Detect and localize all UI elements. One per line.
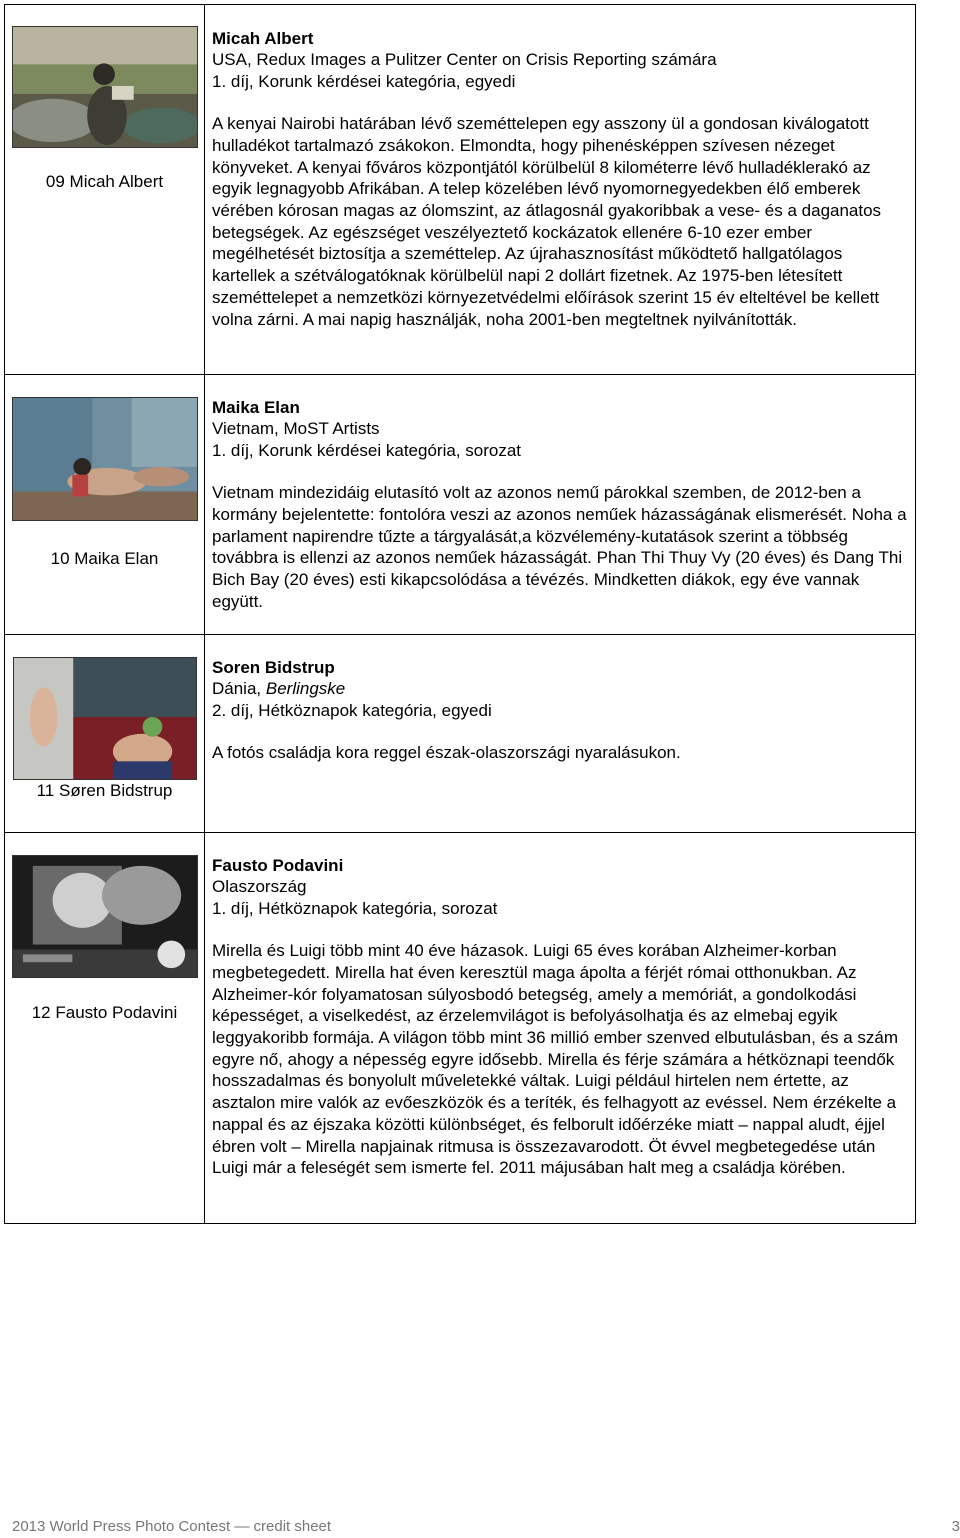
photographer-name: Soren Bidstrup xyxy=(212,658,335,677)
photographer-credit: 12 Fausto Podavini xyxy=(31,1003,178,1022)
entry-row xyxy=(5,833,916,1224)
photographer-credit: 09 Micah Albert xyxy=(45,172,164,191)
credit-sheet-table xyxy=(4,4,916,1224)
photo-description: A kenyai Nairobi határában lévő szeméttelepen egy asszony ül a gondosan kiválogatott hulladékot tartalmazó zsákokon. Elmondta, hogy pihenésképpen szívesen nézeget könyveket. A kenyai főváros központjától körülbelül 8 kilométerre lévő hulladéklerakó az egyik legnagyobb Afrikában. A telep közelében lévő nyomornegyedekben élő emberek vérében kórosan magas az ólomszint, az átlagosnál gyakoribbak a vese- és a daganatos betegségek. Az egészséget veszélyeztető kockázatok ellenére 6-10 ezer ember megélhetését biztosítja a szeméttelep. Az újrahasznosítást működtető hallgatólagos kartellek a szétválogatóknak körülbelül napi 2 dollárt fizetnek. Az 1975-ben létesített szeméttelepet a nemzetközi környezetvédelmi előírások szerint 15 év elteltével be kellett volna zárni. A mai napig használják, noha 2001-ben megteltnek nyilvánították. xyxy=(212,114,882,329)
page-footer xyxy=(12,1518,960,1538)
page-number: 3 xyxy=(951,1518,960,1535)
award: 2. díj, Hétköznapok kategória, egyedi xyxy=(212,700,492,720)
thumbnail-cell xyxy=(5,635,205,833)
photo-description: A fotós családja kora reggel észak-olaszországi nyaralásukon. xyxy=(212,743,681,763)
photographer-credit: 10 Maika Elan xyxy=(50,549,159,568)
photographer-credit: 11 Søren Bidstrup xyxy=(36,781,173,800)
photo-description: Vietnam mindezidáig elutasító volt az azonos nemű párokkal szemben, de 2012-ben a kormány bejelentette: fontolóra veszi az azonos neműek házasságának elismerését. Noha a parlament napirendre tűzte a tárgyalását,a közvélemény-kutatások szerint a többség továbbra is ellenzi az azonos neműek házasságát. Phan Thi Thuy Vy (20 éves) és Dang Thi Bich Bay (20 éves) esti kikapcsolódása a tévézés. Mindketten diákok, egy éve vannak együtt. xyxy=(212,483,907,611)
photo-thumbnail xyxy=(13,657,197,780)
affiliation: USA, Redux Images a Pulitzer Center on Crisis Reporting számára xyxy=(212,50,717,69)
photo-thumbnail xyxy=(12,855,198,978)
entry-row xyxy=(5,5,916,375)
affiliation: Olaszország xyxy=(212,877,307,896)
entry-row xyxy=(5,375,916,635)
entry-row xyxy=(5,635,916,833)
thumbnail-cell xyxy=(5,833,205,1224)
affiliation: Dánia, Berlingske xyxy=(212,679,346,698)
photographer-name: Fausto Podavini xyxy=(212,856,344,875)
footer-text: 2013 World Press Photo Contest — credit sheet xyxy=(12,1518,332,1535)
award: 1. díj, Hétköznapok kategória, sorozat xyxy=(212,898,498,918)
photographer-name: Micah Albert xyxy=(212,29,314,48)
photo-description: Mirella és Luigi több mint 40 éve házasok. Luigi 65 éves korában Alzheimer-korban megbetegedett. Mirella hat éven keresztül maga ápolta a férjét római otthonukban. Az Alzheimer-kór folyamatosan súlyosbodó betegség, amely a memóriát, a gondolkodási képességet, a viselkedést, az érzelemvilágot is befolyásolhatja és az elmebaj egyik leggyakoribb formája. A világon több mint 36 millió ember szenved elbutulásban, és a szám egyre nő, ahogy a népesség egyre idősebb. Mirella és férje számára a hétköznapi teendők hosszadalmas és bonyolult műveletekké váltak. Luigi például hirtelen nem értette, az asztalon mire valók az evőeszközök és a teríték, és felhagyott az evéssel. Nem érzékelte a nappal és az éjszaka közötti különbséget, és felborult időérzéke miatt – nappal aludt, éjjel ébren volt – Mirella napjainak ritmusa is összezavarodott. Öt évvel megbetegedése után Luigi már a feleségét sem ismerte fel. 2011 májusában halt meg a családja körében. xyxy=(212,941,899,1178)
award: 1. díj, Korunk kérdései kategória, egyedi xyxy=(212,71,516,91)
thumbnail-cell xyxy=(5,375,205,635)
photo-thumbnail xyxy=(12,26,198,148)
award: 1. díj, Korunk kérdései kategória, sorozat xyxy=(212,440,521,460)
thumbnail-cell xyxy=(5,5,205,375)
description-cell xyxy=(205,375,916,635)
photographer-name: Maika Elan xyxy=(212,398,300,417)
description-cell xyxy=(205,833,916,1224)
photo-thumbnail xyxy=(12,397,198,521)
affiliation: Vietnam, MoST Artists xyxy=(212,419,380,438)
description-cell xyxy=(205,5,916,375)
description-cell xyxy=(205,635,916,833)
